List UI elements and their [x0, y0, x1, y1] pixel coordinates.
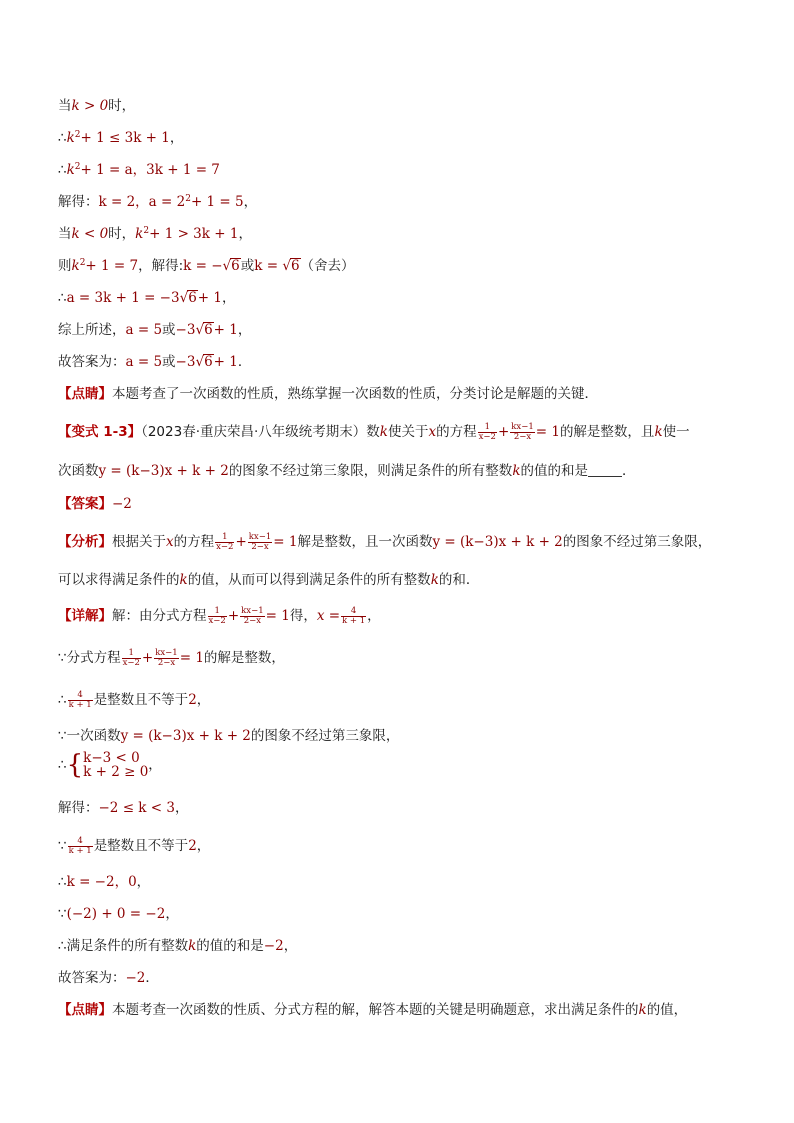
fraction [215, 533, 234, 552]
section-tag: 【答案】 [58, 496, 112, 512]
exponent: 2 [74, 130, 81, 140]
math: + [141, 650, 154, 666]
text: 本题考查了一次函数的性质，熟练掌握一次函数的性质，分类讨论是解题的关键． [112, 386, 598, 402]
text: 解得： [58, 194, 99, 210]
text: ， [165, 906, 179, 922]
math: k = 2，a = 2 [98, 194, 186, 210]
text: ， [196, 692, 211, 708]
math: + 1 = a，3k + 1 = 7 [80, 162, 220, 178]
line-3 [58, 160, 220, 180]
math: −2 ≤ k < 3 [98, 800, 175, 816]
text: 时， [108, 98, 136, 114]
math: + [497, 424, 510, 440]
line-8 [58, 320, 251, 340]
denominator: 2−x [243, 615, 262, 626]
math: + 1 = 5 [190, 194, 244, 210]
text: 或 [240, 258, 255, 274]
math: k [66, 162, 75, 178]
math: = 1 [535, 424, 560, 440]
section-tag: 【点睛】 [58, 386, 112, 402]
text: 是整数且不等于 [93, 838, 189, 854]
text: ， [283, 938, 298, 954]
text: ， [238, 226, 252, 242]
math: + [227, 608, 240, 624]
exponent: 2 [74, 162, 81, 172]
text: 是整数且不等于 [93, 692, 189, 708]
line-12 [58, 461, 636, 481]
sqrt-radicand: 6 [204, 322, 213, 338]
line-4 [58, 192, 257, 212]
math: = 1 [265, 608, 290, 624]
math: 2 [188, 692, 197, 708]
math: −2 [125, 970, 146, 986]
math: k [188, 938, 197, 954]
line-16-detail [58, 606, 381, 626]
line-2 [58, 128, 183, 148]
text: 得， [289, 608, 317, 624]
line-21 [58, 798, 188, 818]
answer-blank [588, 463, 622, 477]
text: ， [367, 608, 381, 624]
sqrt-radicand: 6 [188, 290, 197, 306]
numerator: 1 [208, 607, 227, 617]
numerator: kx−1 [248, 531, 272, 542]
line-23 [58, 872, 150, 892]
text: 的方程 [173, 534, 215, 550]
line-15 [58, 570, 479, 590]
math: + 1 [213, 354, 238, 370]
text: 故答案为： [58, 354, 126, 370]
line-1 [58, 96, 135, 116]
text: 的方程 [436, 424, 477, 440]
denominator: x−2 [478, 431, 496, 442]
fraction [208, 607, 227, 626]
text: 使一 [662, 424, 690, 440]
denominator: 2−x [251, 541, 269, 552]
text: 的和． [438, 572, 480, 588]
text: ， [148, 757, 162, 773]
therefore-symbol: ∴ [58, 692, 67, 708]
fraction [154, 649, 178, 668]
therefore-symbol: ∴ [58, 290, 67, 306]
line-20-system [58, 750, 162, 780]
text: ∴满足条件的所有整数 [58, 938, 189, 954]
text: 本题考查一次函数的性质、分式方程的解，解答本题的关键是明确题意，求出满足条件的 [112, 1002, 639, 1018]
math: k [430, 572, 439, 588]
numerator: 1 [478, 423, 497, 433]
line-9 [58, 352, 251, 372]
math: k [71, 258, 80, 274]
math: k [379, 424, 388, 440]
text: ， [237, 322, 252, 338]
math: (−2) + 0 = −2 [66, 906, 166, 922]
fraction [122, 649, 141, 668]
line-26 [58, 968, 159, 988]
line-17 [58, 648, 285, 668]
math: k > 0 [71, 98, 109, 114]
numerator: kx−1 [511, 421, 534, 432]
section-tag: 【分析】 [58, 534, 112, 550]
sqrt-radicand: 6 [290, 258, 300, 274]
math: −2 [263, 938, 284, 954]
text: ， [221, 290, 236, 306]
text: 的图象不经过第三象限， [250, 728, 400, 744]
fraction [341, 607, 366, 626]
numerator: 1 [122, 649, 141, 659]
text: 的值， [646, 1002, 688, 1018]
fraction [68, 691, 93, 710]
math: −3√ [175, 354, 205, 370]
denominator: x−2 [208, 615, 226, 626]
math: y = (k−3)x + k + 2 [120, 728, 251, 744]
math: 2 [188, 838, 197, 854]
text: ． [622, 463, 636, 479]
math: + 1 [213, 322, 238, 338]
sqrt-radicand: 6 [204, 354, 213, 370]
text: 的值的和是 [196, 938, 264, 954]
text: 的图象不经过第三象限，则满足条件的所有整数 [228, 463, 513, 479]
text: ∵分式方程 [58, 650, 121, 666]
text: 当 [58, 98, 72, 114]
line-19 [58, 726, 399, 746]
text: 综上所述， [58, 322, 126, 338]
text: 解：由分式方程 [112, 608, 207, 624]
section-tag: 【变式 1-3】 [58, 424, 142, 440]
text: 使关于 [387, 424, 429, 440]
math: y = (k−3)x + k + 2 [432, 534, 563, 550]
line-5 [58, 224, 252, 244]
text: ， [174, 800, 189, 816]
numerator: 1 [215, 533, 234, 543]
math: k = √ [254, 258, 291, 274]
text: ． [237, 354, 252, 370]
fraction [240, 607, 264, 626]
text: 次函数 [58, 463, 99, 479]
because-symbol: ∵ [58, 906, 67, 922]
sqrt-radicand: 6 [231, 258, 240, 274]
math: = 1 [179, 650, 204, 666]
line-24 [58, 904, 179, 924]
math: a = 3k + 1 = −3√ [66, 290, 189, 306]
text: 解是整数，且一次函数 [297, 534, 433, 550]
line-18 [58, 690, 210, 710]
math: x = [316, 608, 341, 624]
line-22 [58, 836, 210, 856]
numerator: 4 [68, 837, 93, 847]
math: −2 [112, 496, 132, 512]
text: （舍去） [300, 258, 355, 274]
math: k [654, 424, 663, 440]
line-25 [58, 936, 297, 956]
line-10-comment [58, 384, 598, 404]
exponent: 2 [185, 194, 191, 204]
text: 或 [162, 322, 176, 338]
therefore-symbol: ∴ [58, 130, 67, 146]
text: 解得： [58, 800, 99, 816]
text: 的值，从而可以得到满足条件的所有整数 [187, 572, 431, 588]
numerator: kx−1 [155, 647, 178, 658]
text: ，解得: [138, 258, 184, 274]
denominator: k + 1 [68, 699, 92, 710]
because-symbol: ∵ [58, 838, 67, 854]
line-14-analysis [58, 532, 711, 552]
text: 的值的和是 [520, 463, 588, 479]
text: ， [196, 838, 211, 854]
inequality: k + 2 ≥ 0 [83, 764, 149, 780]
exponent: 2 [143, 226, 150, 236]
math: k [135, 226, 144, 242]
numerator: 4 [68, 691, 93, 701]
text: ， [243, 194, 258, 210]
text: 当 [58, 226, 72, 242]
text: 的解是整数，且 [559, 424, 655, 440]
text: ． [145, 970, 159, 986]
math: k < 0 [71, 226, 109, 242]
math: + 1 [197, 290, 222, 306]
fraction [478, 423, 497, 442]
text: ， [169, 130, 184, 146]
section-tag: 【点睛】 [58, 1002, 112, 1018]
text: 的图象不经过第三象限， [562, 534, 712, 550]
denominator: 2−x [513, 431, 532, 442]
line-6 [58, 256, 355, 276]
math: y = (k−3)x + k + 2 [98, 463, 229, 479]
math: k [179, 572, 188, 588]
text: 可以求得满足条件的 [58, 572, 180, 588]
fraction [248, 533, 272, 552]
numerator: kx−1 [241, 605, 264, 616]
denominator: x−2 [122, 657, 140, 668]
math: + [235, 534, 247, 550]
fraction [68, 837, 93, 856]
text: ∵一次函数 [58, 728, 121, 744]
math: + 1 ≤ 3k + 1 [80, 130, 170, 146]
therefore-symbol: ∴ [58, 162, 67, 178]
math: k = −2，0 [66, 874, 137, 890]
inequality-system [83, 751, 148, 779]
denominator: x−2 [216, 541, 234, 552]
therefore-symbol: ∴ [58, 757, 67, 773]
numerator: 4 [341, 607, 366, 617]
denominator: 2−x [157, 657, 176, 668]
math: a = 5 [125, 354, 163, 370]
line-7 [58, 288, 235, 308]
fraction [510, 423, 534, 442]
math: a = 5 [125, 322, 163, 338]
therefore-symbol: ∴ [58, 874, 67, 890]
text: （2023春·重庆荣昌·八年级统考期末）数 [141, 424, 380, 440]
math: k = −√ [183, 258, 232, 274]
denominator: k + 1 [68, 845, 92, 856]
text: 则 [58, 258, 72, 274]
denominator: k + 1 [342, 615, 366, 626]
line-11-problem [58, 422, 690, 442]
exponent: 2 [79, 258, 86, 268]
text: 根据关于 [112, 534, 166, 550]
text: 时， [108, 226, 136, 242]
text: 故答案为： [58, 970, 126, 986]
math: k [512, 463, 521, 479]
line-13-answer [58, 494, 132, 514]
math: k [66, 130, 75, 146]
text: ， [136, 874, 151, 890]
math: = 1 [273, 534, 298, 550]
math: + 1 = 7 [85, 258, 139, 274]
inequality: k−3 < 0 [83, 750, 140, 766]
math: x [428, 424, 437, 440]
line-27-comment [58, 1000, 687, 1020]
text: 或 [162, 354, 176, 370]
text: 的解是整数， [203, 650, 285, 666]
math: x [166, 534, 174, 550]
math: −3√ [175, 322, 205, 338]
brace: { [66, 750, 84, 780]
math: k [638, 1002, 647, 1018]
section-tag: 【详解】 [58, 608, 112, 624]
math: + 1 > 3k + 1 [149, 226, 239, 242]
